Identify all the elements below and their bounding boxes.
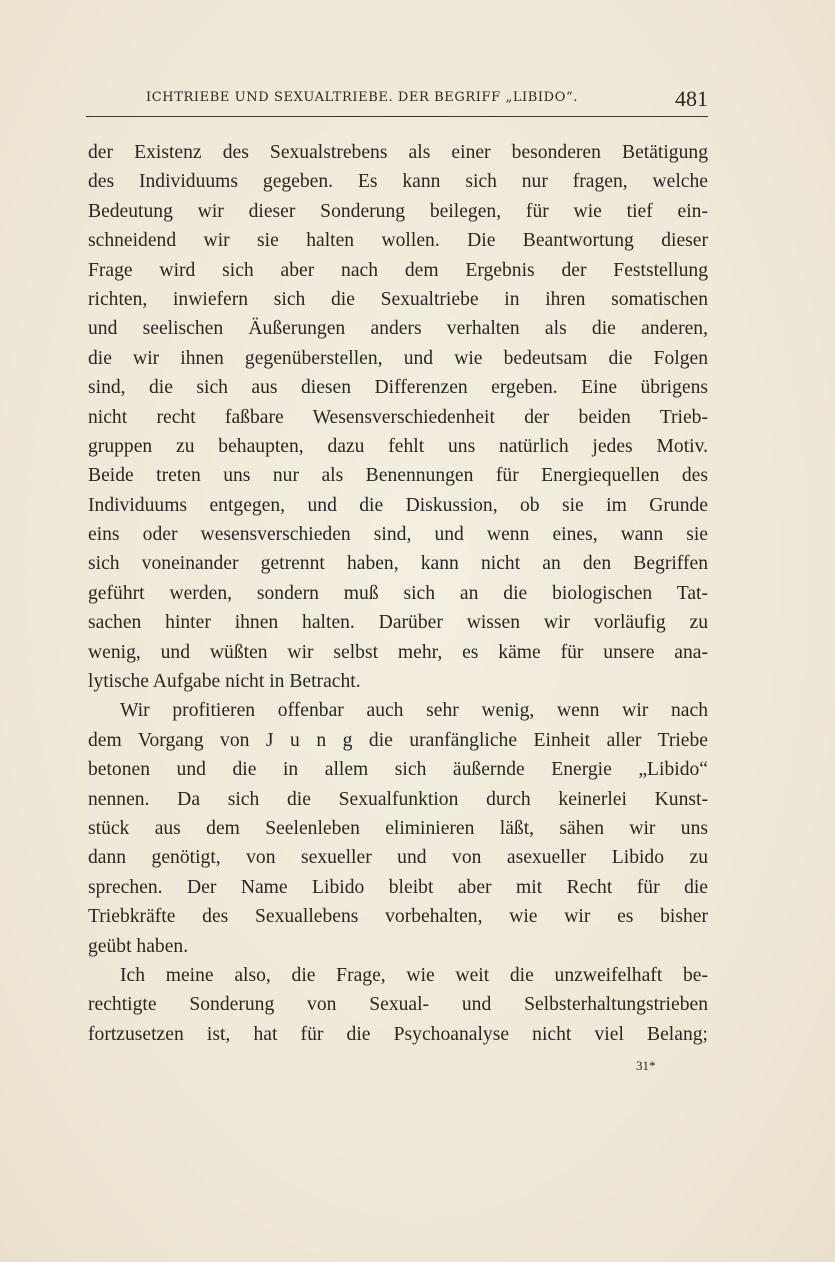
running-title: ICHTRIEBE UND SEXUALTRIEBE. DER BEGRIFF „LIBIDO“. xyxy=(146,90,578,105)
text-line: betonen und die in allem sich äußernde Energie „Libido“ xyxy=(88,759,708,781)
text-line: Bedeutung wir dieser Sonderung beilegen, für wie tief ein- xyxy=(88,200,708,222)
paragraph xyxy=(88,138,708,696)
text-line: rechtigte Sonderung von Sexual- und Selbsterhaltungstrieben xyxy=(88,994,708,1016)
text-line: sachen hinter ihnen halten. Darüber wissen wir vorläufig zu xyxy=(88,612,708,634)
text-line: Wir profitieren offenbar auch sehr wenig, wenn wir nach xyxy=(120,700,708,722)
text-line: geübt haben. xyxy=(88,935,189,957)
body-text xyxy=(88,138,708,1049)
text-line: und seelischen Äußerungen anders verhalten als die anderen, xyxy=(88,318,708,340)
text-line: nicht recht faßbare Wesensverschiedenheit der beiden Trieb- xyxy=(88,406,708,428)
paragraph xyxy=(88,696,708,961)
text-line: schneidend wir sie halten wollen. Die Beantwortung dieser xyxy=(88,230,708,252)
text-line: gruppen zu behaupten, dazu fehlt uns natürlich jedes Motiv. xyxy=(88,435,708,457)
text-line: stück aus dem Seelenleben eliminieren läßt, sähen wir uns xyxy=(88,817,708,839)
text-line: eins oder wesensverschieden sind, und wenn eines, wann sie xyxy=(88,524,708,546)
text-line: der Existenz des Sexualstrebens als einer besonderen Betätigung xyxy=(88,142,708,163)
text-line: fortzusetzen ist, hat für die Psychoanalyse nicht viel Belang; xyxy=(88,1023,708,1045)
text-line: richten, inwiefern sich die Sexualtriebe in ihren somatischen xyxy=(88,288,708,310)
text-line: Ich meine also, die Frage, wie weit die unzweifelhaft be- xyxy=(120,964,708,986)
text-line: Frage wird sich aber nach dem Ergebnis der Feststellung xyxy=(88,259,708,281)
text-line: Individuums entgegen, und die Diskussion, ob sie im Grunde xyxy=(88,494,708,516)
signature-mark: 31* xyxy=(636,1058,656,1073)
text-line: dann genötigt, von sexueller und von asexueller Libido zu xyxy=(88,847,708,869)
text-line: die wir ihnen gegenüberstellen, und wie bedeutsam die Folgen xyxy=(88,347,708,369)
text-line: dem Vorgang von J u n g die uranfängliche Einheit aller Triebe xyxy=(88,729,708,751)
text-line: Triebkräfte des Sexuallebens vorbehalten, wie wir es bisher xyxy=(88,906,708,928)
text-line: nennen. Da sich die Sexualfunktion durch keinerlei Kunst- xyxy=(88,788,708,810)
text-line: des Individuums gegeben. Es kann sich nur fragen, welche xyxy=(88,171,708,193)
text-line: Beide treten uns nur als Benennungen für Energiequellen des xyxy=(88,465,708,487)
text-line: sind, die sich aus diesen Differenzen ergeben. Eine übrigens xyxy=(88,377,708,399)
text-line: geführt werden, sondern muß sich an die biologischen Tat- xyxy=(88,582,708,604)
text-line: sprechen. Der Name Libido bleibt aber mit Recht für die xyxy=(88,876,708,898)
running-head xyxy=(86,88,708,117)
text-line: lytische Aufgabe nicht in Betracht. xyxy=(88,671,361,693)
paragraph xyxy=(88,961,708,1049)
text-line: wenig, und wüßten wir selbst mehr, es käme für unsere ana- xyxy=(88,641,708,663)
page-number: 481 xyxy=(675,86,708,111)
text-line: sich voneinander getrennt haben, kann nicht an den Begriffen xyxy=(88,553,708,575)
